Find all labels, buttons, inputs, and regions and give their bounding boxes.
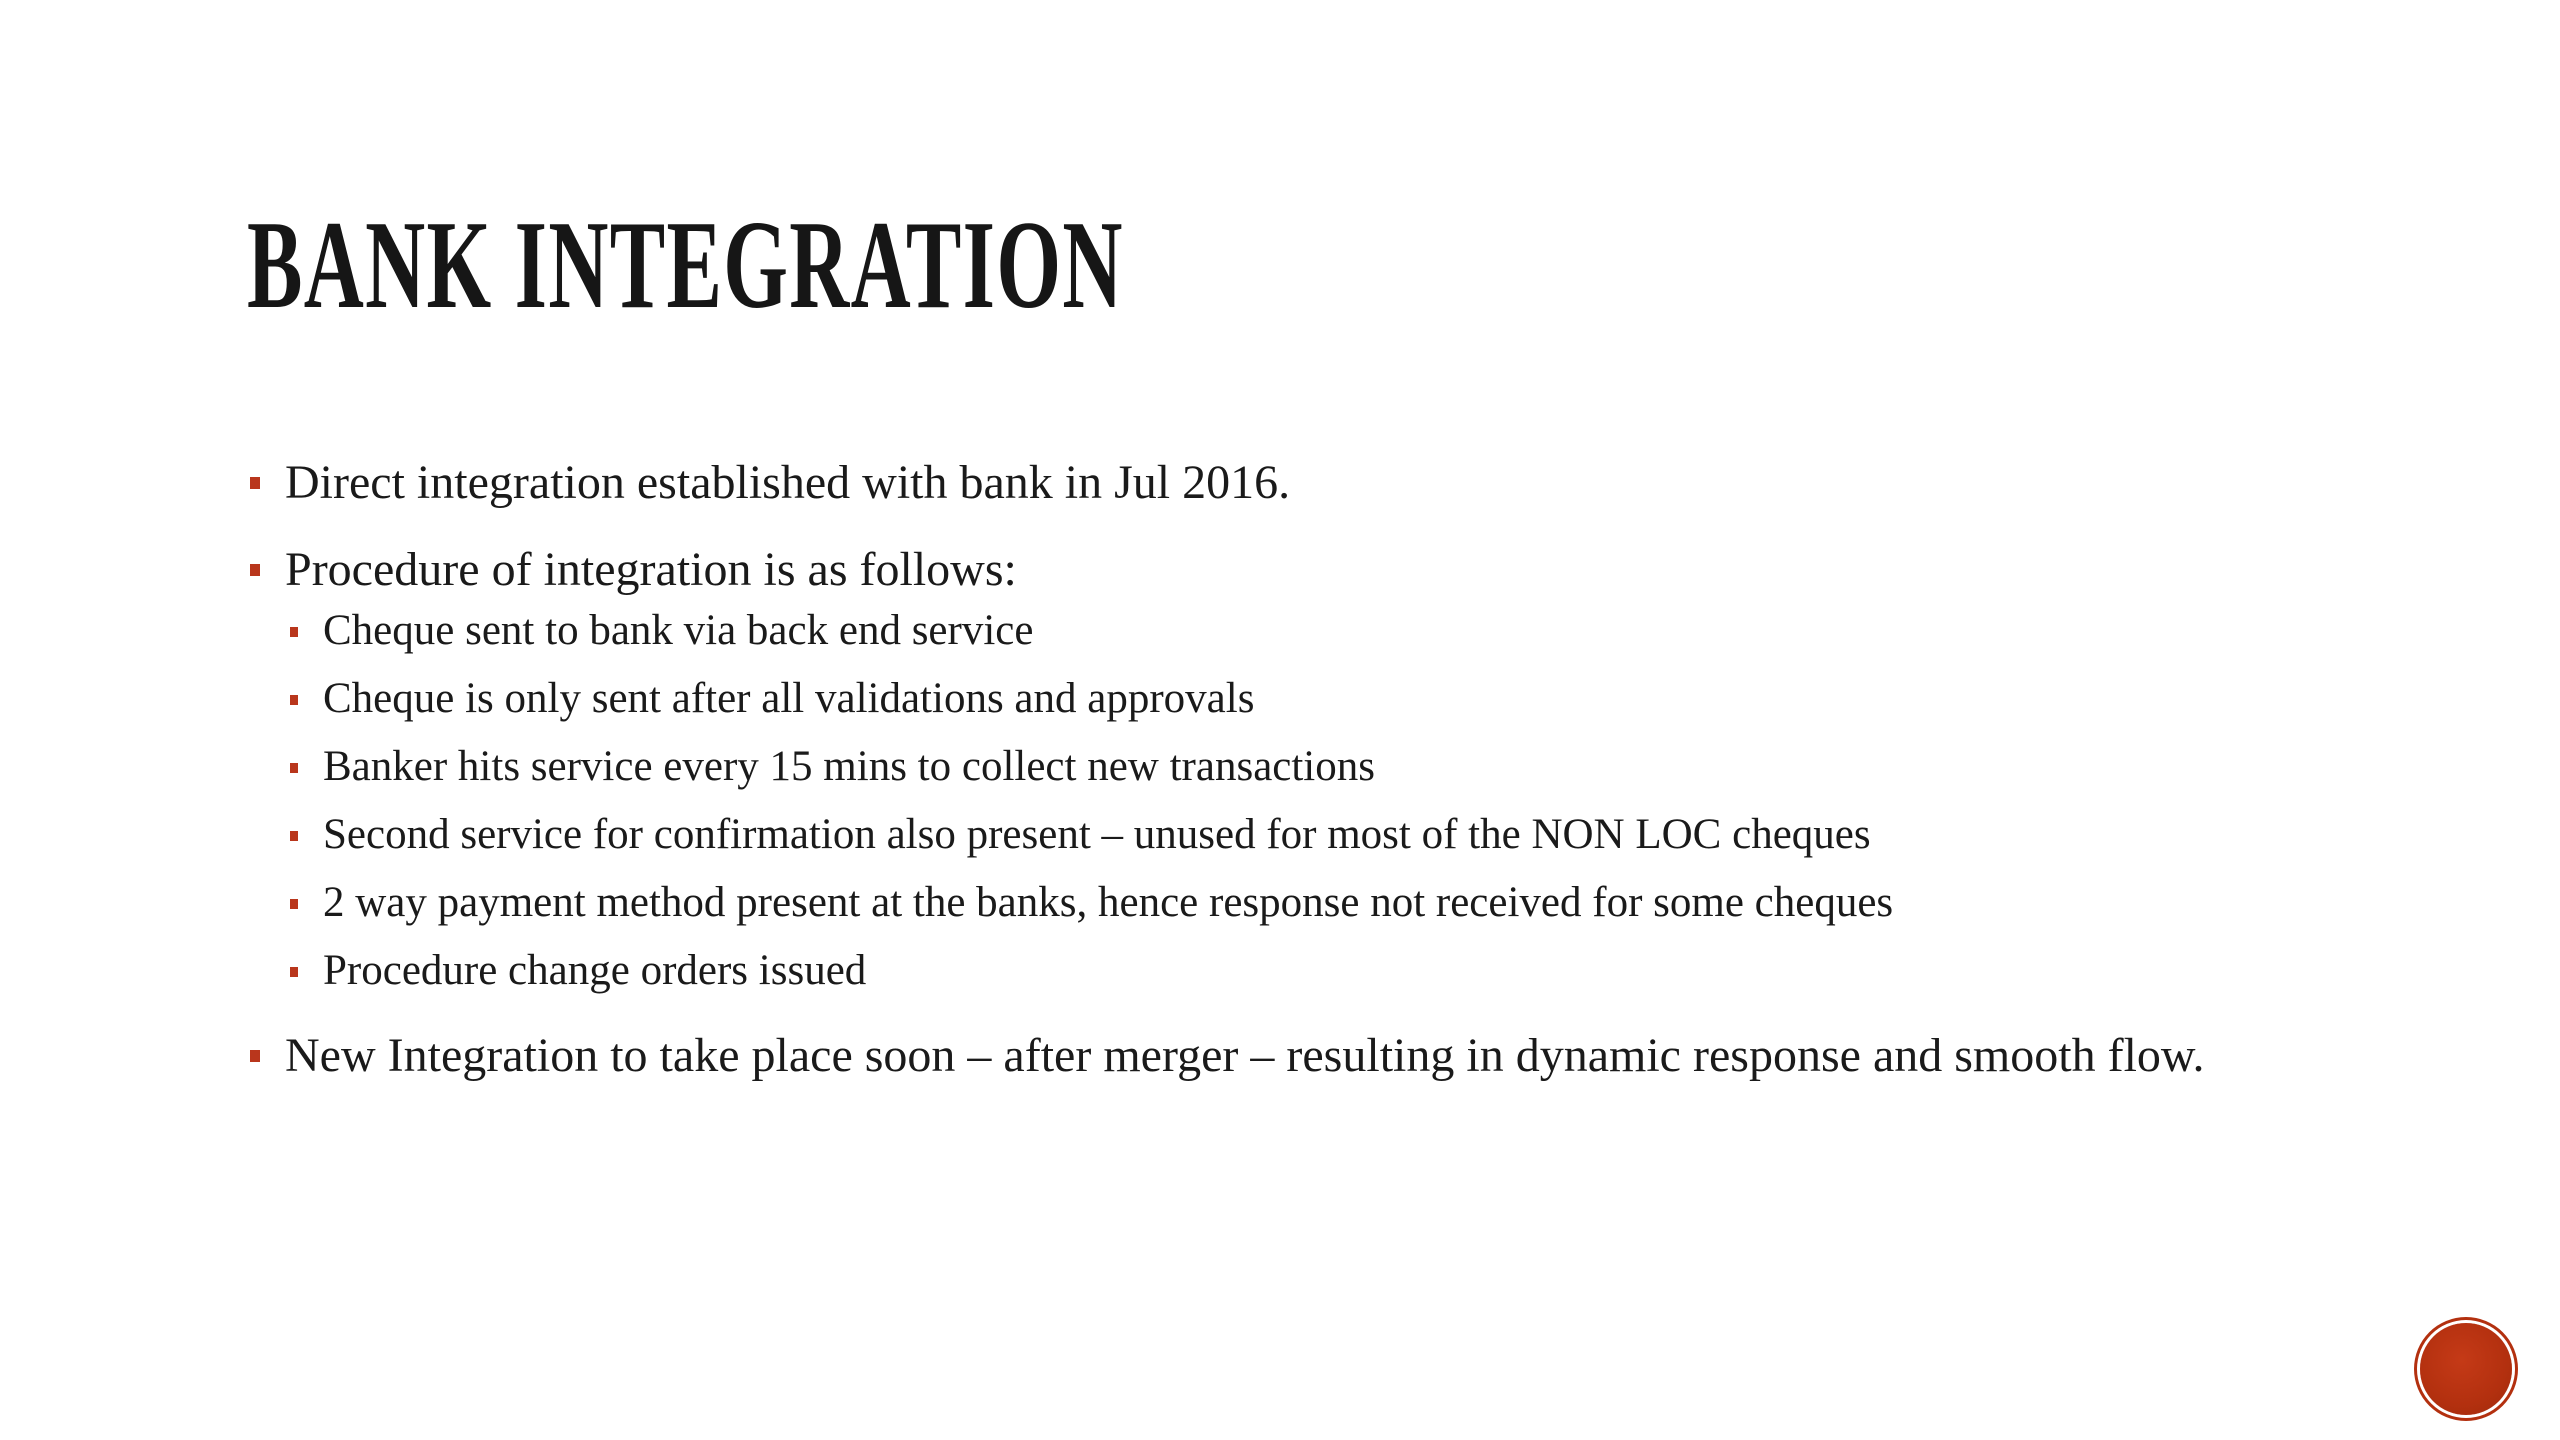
sub-bullet-item [285,741,2397,793]
sub-bullet-item [285,605,2397,657]
sub-bullet-text: Second service for confirmation also present – unused for most of the NON LOC cheques [323,811,1871,858]
bullet-text: New Integration to take place soon – after merger – resulting in dynamic response and smooth flow. [285,1029,2205,1082]
sub-bullet-text: Cheque sent to bank via back end service [323,607,1034,654]
sub-bullet-item [285,673,2397,725]
square-bullet-icon [290,967,298,977]
square-bullet-icon [290,763,298,773]
bullet-text: Direct integration established with bank in Jul 2016. [285,456,1291,509]
sub-bullet-list [285,605,2397,997]
square-bullet-icon [290,695,298,705]
circle-badge-icon[interactable] [2420,1323,2512,1415]
bullet-item [247,454,2397,511]
bullet-list [247,454,2397,1084]
sub-bullet-item [285,877,2397,929]
sub-bullet-text: Cheque is only sent after all validations and approvals [323,675,1255,722]
sub-bullet-item [285,809,2397,861]
sub-bullet-text: Banker hits service every 15 mins to collect new transactions [323,743,1375,790]
bullet-text: Procedure of integration is as follows: [285,543,1017,596]
square-bullet-icon [290,899,298,909]
slide-title: BANK INTEGRATION [247,196,1124,335]
sub-bullet-item [285,945,2397,997]
square-bullet-icon [250,564,260,576]
slide-content [247,454,2397,1084]
square-bullet-icon [290,831,298,841]
square-bullet-icon [290,627,298,637]
square-bullet-icon [250,1050,260,1062]
sub-bullet-text: 2 way payment method present at the banks, hence response not received for some cheques [323,879,1894,926]
square-bullet-icon [250,477,260,489]
sub-bullet-text: Procedure change orders issued [323,947,867,994]
bullet-item [247,1027,2397,1084]
bullet-item [247,541,2397,997]
